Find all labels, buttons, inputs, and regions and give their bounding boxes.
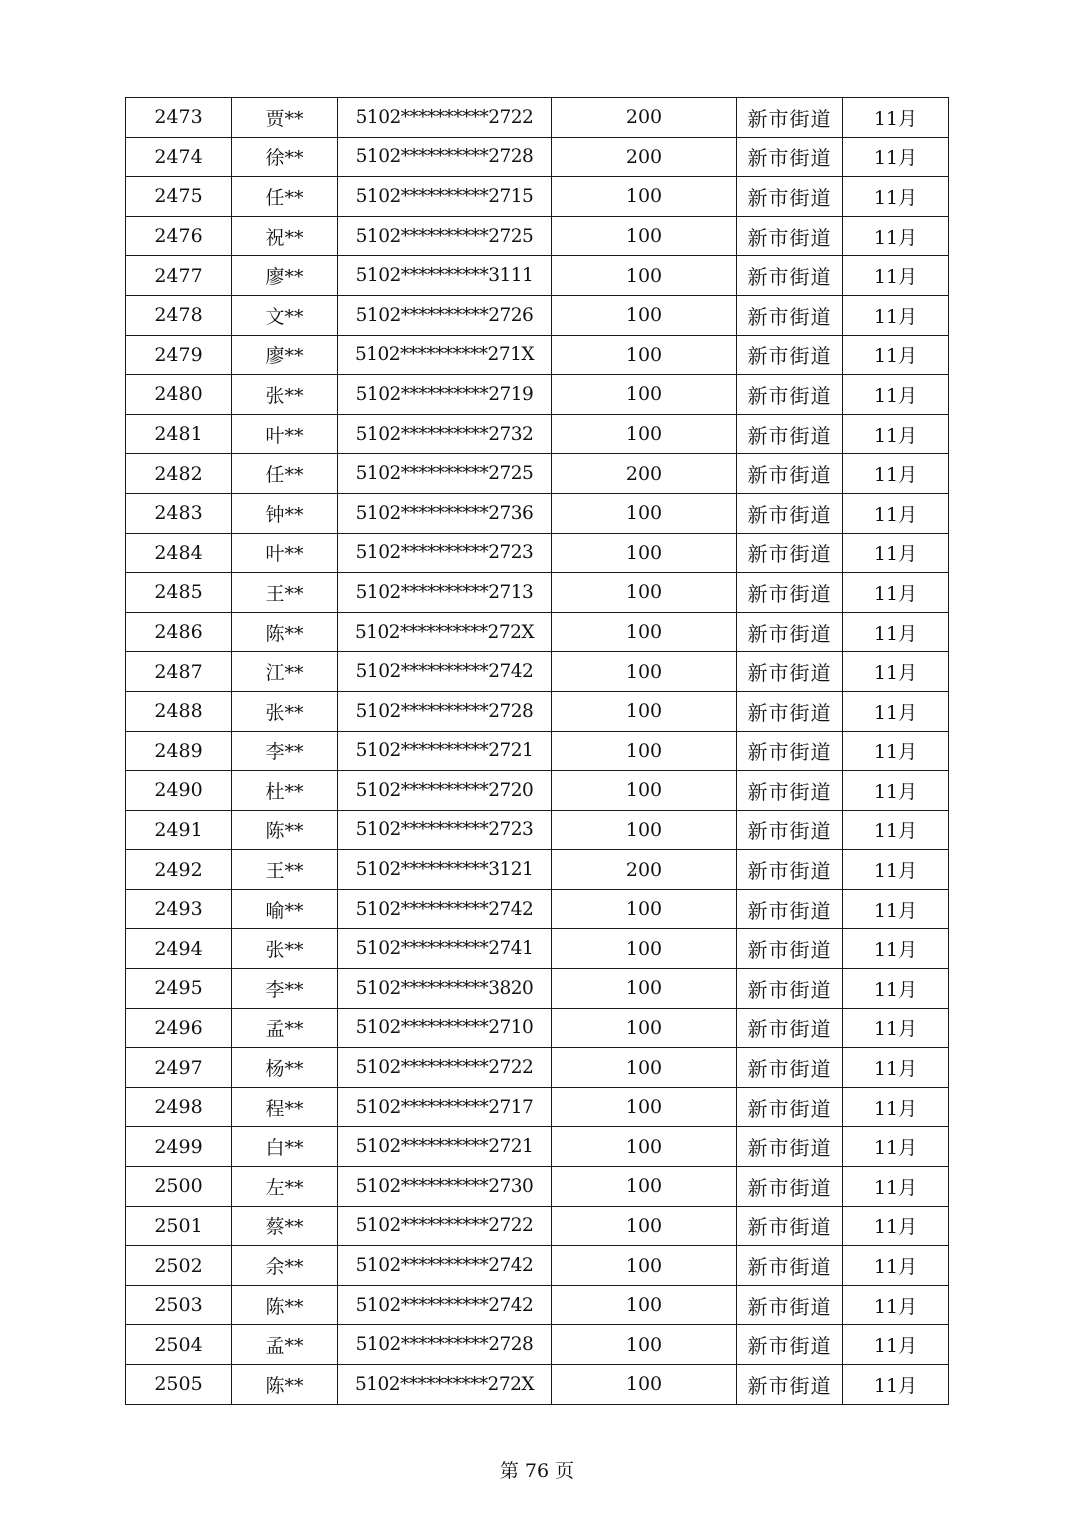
serial-cell: 2482	[126, 454, 232, 494]
street-cell: 新市街道	[737, 493, 843, 533]
table-row	[126, 1008, 949, 1048]
month-cell: 11月	[843, 1087, 949, 1127]
name-cell: 张**	[232, 691, 338, 731]
amount-cell: 100	[552, 295, 737, 335]
table-row	[126, 810, 949, 850]
name-cell: 陈**	[232, 1285, 338, 1325]
amount-cell: 100	[552, 533, 737, 573]
serial-cell: 2500	[126, 1167, 232, 1207]
table-row	[126, 137, 949, 177]
serial-cell: 2501	[126, 1206, 232, 1246]
name-cell: 蔡**	[232, 1206, 338, 1246]
amount-cell: 100	[552, 1365, 737, 1405]
street-cell: 新市街道	[737, 691, 843, 731]
id-number-cell: 5102**********3111	[338, 256, 552, 296]
serial-cell: 2478	[126, 295, 232, 335]
serial-cell: 2503	[126, 1285, 232, 1325]
month-cell: 11月	[843, 691, 949, 731]
amount-cell: 100	[552, 256, 737, 296]
id-number-cell: 5102**********3121	[338, 850, 552, 890]
amount-cell: 100	[552, 929, 737, 969]
id-number-cell: 5102**********2742	[338, 652, 552, 692]
name-cell: 廖**	[232, 335, 338, 375]
id-number-cell: 5102**********2725	[338, 216, 552, 256]
street-cell: 新市街道	[737, 810, 843, 850]
table-row	[126, 414, 949, 454]
month-cell: 11月	[843, 652, 949, 692]
serial-cell: 2497	[126, 1048, 232, 1088]
id-number-cell: 5102**********2725	[338, 454, 552, 494]
street-cell: 新市街道	[737, 889, 843, 929]
street-cell: 新市街道	[737, 612, 843, 652]
serial-cell: 2486	[126, 612, 232, 652]
id-number-cell: 5102**********2710	[338, 1008, 552, 1048]
table-row	[126, 969, 949, 1009]
name-cell: 廖**	[232, 256, 338, 296]
id-number-cell: 5102**********2715	[338, 177, 552, 217]
amount-cell: 200	[552, 454, 737, 494]
name-cell: 王**	[232, 850, 338, 890]
serial-cell: 2484	[126, 533, 232, 573]
id-number-cell: 5102**********2726	[338, 295, 552, 335]
amount-cell: 100	[552, 810, 737, 850]
month-cell: 11月	[843, 98, 949, 138]
name-cell: 叶**	[232, 414, 338, 454]
amount-cell: 100	[552, 177, 737, 217]
amount-cell: 100	[552, 1206, 737, 1246]
street-cell: 新市街道	[737, 1206, 843, 1246]
amount-cell: 100	[552, 1048, 737, 1088]
name-cell: 任**	[232, 454, 338, 494]
table-row	[126, 612, 949, 652]
id-number-cell: 5102**********2720	[338, 771, 552, 811]
table-row	[126, 216, 949, 256]
month-cell: 11月	[843, 929, 949, 969]
street-cell: 新市街道	[737, 1325, 843, 1365]
table-row	[126, 98, 949, 138]
serial-cell: 2473	[126, 98, 232, 138]
month-cell: 11月	[843, 1127, 949, 1167]
serial-cell: 2490	[126, 771, 232, 811]
id-number-cell: 5102**********3820	[338, 969, 552, 1009]
serial-cell: 2494	[126, 929, 232, 969]
table-row	[126, 1365, 949, 1405]
id-number-cell: 5102**********2721	[338, 1127, 552, 1167]
serial-cell: 2488	[126, 691, 232, 731]
street-cell: 新市街道	[737, 1048, 843, 1088]
name-cell: 祝**	[232, 216, 338, 256]
amount-cell: 100	[552, 771, 737, 811]
table-row	[126, 1127, 949, 1167]
street-cell: 新市街道	[737, 969, 843, 1009]
month-cell: 11月	[843, 533, 949, 573]
month-cell: 11月	[843, 177, 949, 217]
month-cell: 11月	[843, 1008, 949, 1048]
serial-cell: 2491	[126, 810, 232, 850]
table-row	[126, 850, 949, 890]
street-cell: 新市街道	[737, 98, 843, 138]
street-cell: 新市街道	[737, 414, 843, 454]
street-cell: 新市街道	[737, 533, 843, 573]
month-cell: 11月	[843, 1246, 949, 1286]
month-cell: 11月	[843, 256, 949, 296]
id-number-cell: 5102**********2722	[338, 1048, 552, 1088]
street-cell: 新市街道	[737, 929, 843, 969]
table-row	[126, 493, 949, 533]
id-number-cell: 5102**********2728	[338, 691, 552, 731]
month-cell: 11月	[843, 295, 949, 335]
name-cell: 孟**	[232, 1325, 338, 1365]
id-number-cell: 5102**********271X	[338, 335, 552, 375]
serial-cell: 2498	[126, 1087, 232, 1127]
month-cell: 11月	[843, 889, 949, 929]
serial-cell: 2475	[126, 177, 232, 217]
name-cell: 叶**	[232, 533, 338, 573]
serial-cell: 2481	[126, 414, 232, 454]
id-number-cell: 5102**********2742	[338, 1246, 552, 1286]
amount-cell: 100	[552, 573, 737, 613]
amount-cell: 100	[552, 1285, 737, 1325]
month-cell: 11月	[843, 137, 949, 177]
serial-cell: 2492	[126, 850, 232, 890]
name-cell: 陈**	[232, 612, 338, 652]
name-cell: 程**	[232, 1087, 338, 1127]
id-number-cell: 5102**********2721	[338, 731, 552, 771]
month-cell: 11月	[843, 573, 949, 613]
street-cell: 新市街道	[737, 1246, 843, 1286]
street-cell: 新市街道	[737, 771, 843, 811]
records-table	[125, 97, 949, 1405]
amount-cell: 100	[552, 1246, 737, 1286]
id-number-cell: 5102**********2717	[338, 1087, 552, 1127]
id-number-cell: 5102**********2730	[338, 1167, 552, 1207]
street-cell: 新市街道	[737, 1365, 843, 1405]
month-cell: 11月	[843, 1365, 949, 1405]
amount-cell: 100	[552, 335, 737, 375]
name-cell: 陈**	[232, 1365, 338, 1405]
serial-cell: 2476	[126, 216, 232, 256]
street-cell: 新市街道	[737, 295, 843, 335]
month-cell: 11月	[843, 1048, 949, 1088]
amount-cell: 100	[552, 969, 737, 1009]
month-cell: 11月	[843, 612, 949, 652]
name-cell: 杜**	[232, 771, 338, 811]
street-cell: 新市街道	[737, 652, 843, 692]
amount-cell: 100	[552, 1167, 737, 1207]
table-row	[126, 1048, 949, 1088]
month-cell: 11月	[843, 1285, 949, 1325]
amount-cell: 100	[552, 652, 737, 692]
amount-cell: 100	[552, 731, 737, 771]
month-cell: 11月	[843, 1325, 949, 1365]
month-cell: 11月	[843, 969, 949, 1009]
name-cell: 徐**	[232, 137, 338, 177]
serial-cell: 2502	[126, 1246, 232, 1286]
amount-cell: 100	[552, 691, 737, 731]
id-number-cell: 5102**********2736	[338, 493, 552, 533]
id-number-cell: 5102**********2723	[338, 810, 552, 850]
name-cell: 任**	[232, 177, 338, 217]
amount-cell: 100	[552, 414, 737, 454]
street-cell: 新市街道	[737, 375, 843, 415]
street-cell: 新市街道	[737, 1285, 843, 1325]
table-row	[126, 1285, 949, 1325]
table-row	[126, 1167, 949, 1207]
serial-cell: 2493	[126, 889, 232, 929]
table-row	[126, 335, 949, 375]
table-row	[126, 1087, 949, 1127]
month-cell: 11月	[843, 810, 949, 850]
name-cell: 钟**	[232, 493, 338, 533]
amount-cell: 100	[552, 612, 737, 652]
street-cell: 新市街道	[737, 850, 843, 890]
serial-cell: 2495	[126, 969, 232, 1009]
amount-cell: 100	[552, 1087, 737, 1127]
name-cell: 孟**	[232, 1008, 338, 1048]
street-cell: 新市街道	[737, 454, 843, 494]
table-row	[126, 1246, 949, 1286]
amount-cell: 100	[552, 1325, 737, 1365]
table-row	[126, 295, 949, 335]
id-number-cell: 5102**********2742	[338, 1285, 552, 1325]
street-cell: 新市街道	[737, 1087, 843, 1127]
name-cell: 文**	[232, 295, 338, 335]
table-row	[126, 1206, 949, 1246]
serial-cell: 2480	[126, 375, 232, 415]
month-cell: 11月	[843, 216, 949, 256]
serial-cell: 2479	[126, 335, 232, 375]
id-number-cell: 5102**********2728	[338, 1325, 552, 1365]
id-number-cell: 5102**********2732	[338, 414, 552, 454]
records-body	[126, 98, 949, 1405]
amount-cell: 200	[552, 850, 737, 890]
amount-cell: 100	[552, 216, 737, 256]
street-cell: 新市街道	[737, 1008, 843, 1048]
table-row	[126, 691, 949, 731]
name-cell: 白**	[232, 1127, 338, 1167]
month-cell: 11月	[843, 1206, 949, 1246]
month-cell: 11月	[843, 335, 949, 375]
name-cell: 张**	[232, 929, 338, 969]
id-number-cell: 5102**********272X	[338, 612, 552, 652]
amount-cell: 200	[552, 137, 737, 177]
month-cell: 11月	[843, 375, 949, 415]
table-row	[126, 177, 949, 217]
street-cell: 新市街道	[737, 573, 843, 613]
street-cell: 新市街道	[737, 256, 843, 296]
serial-cell: 2489	[126, 731, 232, 771]
name-cell: 贾**	[232, 98, 338, 138]
table-row	[126, 256, 949, 296]
table-row	[126, 731, 949, 771]
street-cell: 新市街道	[737, 137, 843, 177]
name-cell: 杨**	[232, 1048, 338, 1088]
name-cell: 王**	[232, 573, 338, 613]
id-number-cell: 5102**********2713	[338, 573, 552, 613]
id-number-cell: 5102**********2722	[338, 98, 552, 138]
amount-cell: 100	[552, 375, 737, 415]
table-row	[126, 454, 949, 494]
name-cell: 李**	[232, 969, 338, 1009]
street-cell: 新市街道	[737, 335, 843, 375]
name-cell: 喻**	[232, 889, 338, 929]
month-cell: 11月	[843, 454, 949, 494]
id-number-cell: 5102**********2728	[338, 137, 552, 177]
amount-cell: 100	[552, 889, 737, 929]
table-row	[126, 1325, 949, 1365]
name-cell: 余**	[232, 1246, 338, 1286]
table-row	[126, 929, 949, 969]
street-cell: 新市街道	[737, 731, 843, 771]
serial-cell: 2499	[126, 1127, 232, 1167]
page-number: 第 76 页	[499, 1460, 575, 1482]
month-cell: 11月	[843, 731, 949, 771]
amount-cell: 100	[552, 1008, 737, 1048]
table-row	[126, 771, 949, 811]
id-number-cell: 5102**********2722	[338, 1206, 552, 1246]
amount-cell: 200	[552, 98, 737, 138]
table-row	[126, 889, 949, 929]
serial-cell: 2487	[126, 652, 232, 692]
name-cell: 李**	[232, 731, 338, 771]
table-row	[126, 652, 949, 692]
month-cell: 11月	[843, 1167, 949, 1207]
month-cell: 11月	[843, 493, 949, 533]
table-row	[126, 533, 949, 573]
serial-cell: 2505	[126, 1365, 232, 1405]
name-cell: 左**	[232, 1167, 338, 1207]
id-number-cell: 5102**********2719	[338, 375, 552, 415]
serial-cell: 2477	[126, 256, 232, 296]
serial-cell: 2485	[126, 573, 232, 613]
street-cell: 新市街道	[737, 216, 843, 256]
serial-cell: 2474	[126, 137, 232, 177]
serial-cell: 2504	[126, 1325, 232, 1365]
table-row	[126, 375, 949, 415]
id-number-cell: 5102**********272X	[338, 1365, 552, 1405]
amount-cell: 100	[552, 1127, 737, 1167]
id-number-cell: 5102**********2723	[338, 533, 552, 573]
name-cell: 张**	[232, 375, 338, 415]
name-cell: 陈**	[232, 810, 338, 850]
month-cell: 11月	[843, 414, 949, 454]
id-number-cell: 5102**********2742	[338, 889, 552, 929]
amount-cell: 100	[552, 493, 737, 533]
month-cell: 11月	[843, 850, 949, 890]
street-cell: 新市街道	[737, 1167, 843, 1207]
month-cell: 11月	[843, 771, 949, 811]
name-cell: 江**	[232, 652, 338, 692]
street-cell: 新市街道	[737, 1127, 843, 1167]
serial-cell: 2483	[126, 493, 232, 533]
serial-cell: 2496	[126, 1008, 232, 1048]
street-cell: 新市街道	[737, 177, 843, 217]
table-row	[126, 573, 949, 613]
id-number-cell: 5102**********2741	[338, 929, 552, 969]
